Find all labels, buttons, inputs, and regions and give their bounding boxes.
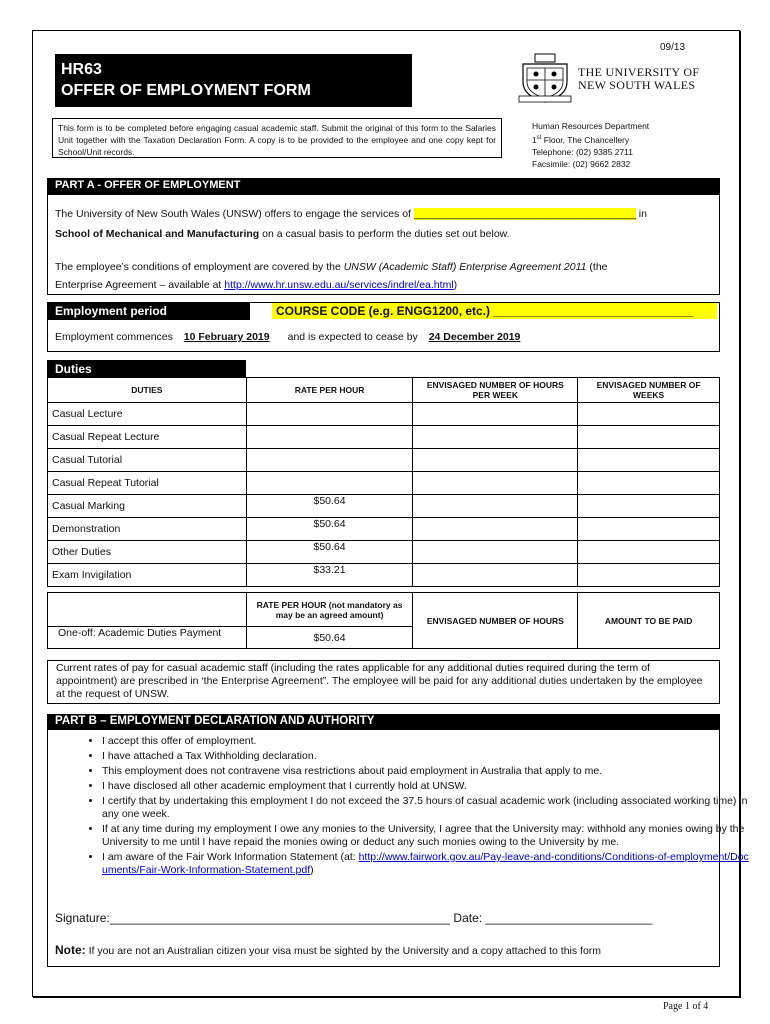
employee-name-field[interactable]: ______________________________________ xyxy=(413,208,636,220)
table-row: Exam Invigilation $33.21 xyxy=(48,564,720,587)
signature-field[interactable]: ___________________________________________________ xyxy=(109,911,451,925)
form-number: 09/13 xyxy=(660,42,686,53)
rate-col-header: RATE PER HOUR xyxy=(246,378,413,403)
duties-heading: Duties xyxy=(47,360,246,377)
employment-period-heading: Employment period xyxy=(47,302,250,320)
page-title: OFFER OF EMPLOYMENT FORM xyxy=(61,82,311,99)
part-a-heading: PART A - OFFER OF EMPLOYMENT xyxy=(47,178,720,195)
table-row: Other Duties $50.64 xyxy=(48,541,720,564)
agreement-name: UNSW (Academic Staff) Enterprise Agreement 2011 xyxy=(343,261,587,273)
table-row: Casual Marking $50.64 xyxy=(48,495,720,518)
university-name: THE UNIVERSITY OF NEW SOUTH WALES xyxy=(578,65,700,92)
school-name: School of Mechanical and Manufacturing xyxy=(55,228,260,240)
list-item: • If at any time during my employment I owe any monies to the University, I agree that the University may: withhold any monies owing by the University to me until I have repaid the monies owing or deduct any such monies owing to the University by me. xyxy=(102,823,752,849)
weeks-col-header: ENVISAGED NUMBER OF WEEKS xyxy=(578,378,720,403)
list-item: • I have disclosed all other academic employment that I currently hold at UNSW. xyxy=(102,780,752,793)
note: Note: If you are not an Australian citizen your visa must be sighted by the University and a copy attached to this form xyxy=(55,943,602,957)
employment-dates: Employment commences 10 February 2019 and is expected to cease by 24 December 2019 xyxy=(55,331,590,343)
oneoff-table xyxy=(47,592,720,649)
intro-text: This form is to be completed before engaging casual academic staff. Submit the original of this form to the Salaries Unit together with the Taxation Declaration Form. A copy is to be provided to the employee and one copy kept for School/Unit records. xyxy=(52,118,502,158)
duties-col-header: DUTIES xyxy=(48,378,247,403)
page-number: Page 1 of 4 xyxy=(663,1001,709,1012)
table-row: Casual Repeat Lecture xyxy=(48,426,720,449)
hours-col-header: ENVISAGED NUMBER OF HOURS PER WEEK xyxy=(413,378,578,403)
rates-note: Current rates of pay for casual academic staff (including the rates applicable for any additional duties required during the term of appointment) are prescribed in ‘the Enterprise Agreement”. The employee will be paid for any additional duties undertaken by the employee at the request of UNSW. xyxy=(47,660,720,704)
list-item: • I have attached a Tax Withholding declaration. xyxy=(102,750,752,763)
table-row: Demonstration $50.64 xyxy=(48,518,720,541)
course-code-field[interactable]: COURSE CODE (e.g. ENGG1200, etc.) ______________________________ xyxy=(272,303,717,319)
oneoff-rate-header: RATE PER HOUR (not mandatory as may be an agreed amount) xyxy=(246,593,413,627)
title-box xyxy=(55,54,412,107)
date-field[interactable]: _________________________ xyxy=(485,911,653,925)
form-code: HR63 xyxy=(61,61,102,78)
end-date-field[interactable]: 24 December 2019 xyxy=(428,331,521,343)
duties-table xyxy=(47,377,720,587)
declaration-list xyxy=(60,735,752,879)
oneoff-label: One-off: Academic Duties Payment xyxy=(48,627,247,649)
table-row: Casual Repeat Tutorial xyxy=(48,472,720,495)
table-row: Casual Lecture xyxy=(48,403,720,426)
conditions-text: The employee’s conditions of employment are covered by the UNSW (Academic Staff) Enterprise Agreement 2011 (the Enterprise Agreement – available at http://www.hr.unsw.edu.au/services/indrel/ea.html) xyxy=(55,261,608,291)
list-item: • I certify that by undertaking this employment I do not exceed the 37.5 hours of casual academic work (including associated working time) in any one week. xyxy=(102,795,752,821)
oneoff-amount-header: AMOUNT TO BE PAID xyxy=(578,593,720,649)
hr-contact: Human Resources Department 1st Floor, The Chancellery Telephone: (02) 9385 2711 Facsimile: (02) 9662 2832 xyxy=(532,121,650,169)
signature-row: Signature:___________________________________________________ Date: _________________________ xyxy=(55,911,653,925)
start-date-field[interactable]: 10 February 2019 xyxy=(183,331,270,343)
oneoff-rate[interactable]: $50.64 xyxy=(246,627,413,649)
table-row: Casual Tutorial xyxy=(48,449,720,472)
school-line: School of Mechanical and Manufacturing on a casual basis to perform the duties set out below. xyxy=(55,228,510,240)
agreement-link[interactable]: http://www.hr.unsw.edu.au/services/indrel/ea.html xyxy=(224,279,454,291)
list-item: • I accept this offer of employment. xyxy=(102,735,752,748)
offer-line: The University of New South Wales (UNSW) offers to engage the services of ______________________________________ in xyxy=(55,208,647,220)
unsw-crest-icon xyxy=(517,52,573,104)
fairwork-link[interactable]: http://www.fairwork.gov.au/Pay-leave-and-conditions/Conditions-of-employment/Documents/Fair-Work-Information-Statement.pdf xyxy=(102,851,749,876)
part-b-heading: PART B – EMPLOYMENT DECLARATION AND AUTHORITY xyxy=(47,714,720,730)
list-item: • This employment does not contravene visa restrictions about paid employment in Australia that apply to me. xyxy=(102,765,752,778)
oneoff-hours-header: ENVISAGED NUMBER OF HOURS xyxy=(413,593,578,649)
list-item: • I am aware of the Fair Work Information Statement (at: http://www.fairwork.gov.au/Pay-leave-and-conditions/Conditions-of-employment/Documents/Fair-Work-Information-Statement.pdf) xyxy=(102,851,752,877)
